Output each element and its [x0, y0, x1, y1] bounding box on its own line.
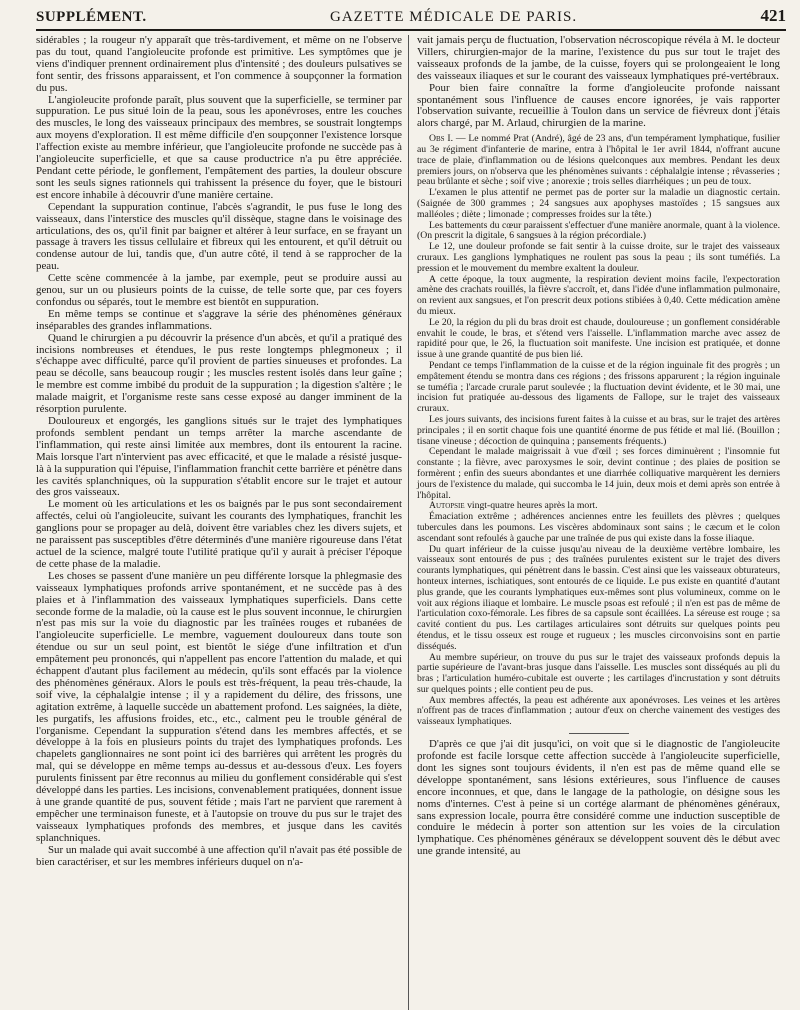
- paragraph-text: A cette époque, la toux augmente, la respiration devient moins facile, l'expectoration amène des crachats rouillés, la fièvre s'accroît, et, dans l'idée d'une inflammation pulmonaire, on revient aux sangsues, et l'on prescrit deux potions stibiées à 0,40. Cette médication amène du mieux.: [417, 273, 780, 317]
- paragraph-text: vingt-quatre heures après la mort.: [464, 500, 598, 512]
- paragraph: [417, 318, 780, 361]
- paragraph-text: Cependant la suppuration continue, l'abcès s'agrandit, le pus fuse le long des vaisseaux, dans l'interstice des muscles qu'il dissèque, stagne dans le voisinage des articulations, des os, qu'il finit par baigner et altérer à leur surface, en se frayant un passage à travers les tissus cellulaire et fibreux qui les entourent, et qu'il détruit ou condense autour de lui, tandis que, d'un autre côté, il tend à se rapprocher de la peau.: [36, 200, 402, 273]
- paragraph: [36, 35, 402, 95]
- paragraph-text: Quand le chirurgien a pu découvrir la présence d'un abcès, et qu'il a pratiqué des incisions nombreuses et étendues, le pus reste longtemps phlegmoneux ; il s'échappe avec difficulté, parce qu'il provient de parties sinueuses et profondes. La peau se décolle, sans beaucoup rougir ; les muscles restent isolés dans leur gaîne ; le membre est comme imbibé du produit de la suppuration ; la digestion s'altère ; le malade maigrit, et l'organisme reste sans cesse exposé au danger imminent de la résorption purulente.: [36, 331, 402, 416]
- right-column: [408, 35, 780, 1010]
- page-number: 421: [760, 6, 786, 25]
- paragraph-text: En même temps se continue et s'aggrave la série des phénomènes généraux inséparables des grandes inflammations.: [36, 307, 402, 332]
- paragraph: [417, 83, 780, 131]
- paragraph-text: Sur un malade qui avait succombé à une affection qu'il n'avait pas été possible de bien caractériser, et sur les membres inférieurs duquel on n'a-: [36, 843, 402, 868]
- paragraph: [417, 221, 780, 243]
- paragraph-text: Le moment où les articulations et les os baignés par le pus sont secondairement affectés, celui où l'angioleucite, suivant les courants des lymphatiques, franchit les ganglions pour se propager au delà, doivent être variables chez les divers sujets, et ne paraissent pas susceptibles d'être déterminés d'une manière rigoureuse dans l'état actuel de la science, malgré toute l'utilité pratique qu'il y aurait à préciser l'époque de cette phase de la maladie.: [36, 498, 402, 570]
- paragraph-text: Au membre supérieur, on trouve du pus sur le trajet des vaisseaux profonds depuis la partie supérieure de l'avant-bras jusque dans l'aisselle. Les muscles sont disséqués au pli du bras ; l'articulation huméro-cubitale est ouverte ; les cartilages d'incrustation y sont détruits sur quelques points ; elle contient peu de pus.: [417, 651, 780, 695]
- paragraph-text: — Le nommé Prat (André), âgé de 23 ans, d'un tempérament lymphatique, fusilier au 3e régiment d'infanterie de marine, entra à l'hôpital le 1er avril 1844, n'offrant aucune trace de plaie, d'inflammation ou de lésions quelconques aux membres. Pendant les deux premiers jours, on n'observa que les phénomènes suivants : céphalalgie intense ; rêvasseries ; peau brûlante et sèche ; soif vive ; anorexie ; trois selles diarrhéiques ; un peu de toux.: [417, 133, 780, 188]
- paragraph-text: Les jours suivants, des incisions furent faites à la cuisse et au bras, sur le trajet des artères principales ; il en sortit chaque fois une quantité énorme de pus fétide et mal lié. (Bouillon ; tisane vineuse ; décoction de quinquina ; pansements fréquents.): [417, 413, 780, 447]
- paragraph: [417, 696, 780, 728]
- paragraph: [36, 571, 402, 845]
- paragraph: [417, 134, 780, 188]
- paragraph-text: Douloureux et engorgés, les ganglions situés sur le trajet des lymphatiques profonds semblent pendant un temps arrêter la marche ascendante de l'inflammation, qui reste ainsi limitée aux membres, dont ils entourent la racine. Mais lorsque l'art n'intervient pas avec efficacité, et que le malade a résisté jusque-là à la suppuration qui l'épuise, l'inflammation franchit cette barrière et pénètre dans les cavités splanchniques, où la suppuration s'établit encore sur le trajet et autour des gros vaisseaux.: [36, 415, 402, 499]
- paragraph: [36, 309, 402, 333]
- paragraph-text: L'angioleucite profonde paraît, plus souvent que la superficielle, se terminer par suppuration. Le pus situé loin de la peau, sous les aponévroses, entre les couches des muscles, le long des vaisseaux principaux des membres, se soustrait longtemps aux moyens d'exploration. Il est même difficile d'en soupçonner l'existence lorsque l'affection existe au membre inférieur, que l'angioleucite profonde ne succède pas à l'angioleucite superficielle, et que sa cause productrice n'a pu être appréciée. Pendant cette période, le gonflement, l'empâtement des parties, la douleur obscure sont les seuls signes rationnels qui trahissent la présence du foyer, que le bistouri est encore inhabile à découvrir d'une manière certaine.: [36, 93, 402, 201]
- paragraph: [36, 95, 402, 202]
- paragraph: [36, 333, 402, 416]
- paragraph-text: vait jamais perçu de fluctuation, l'observation nécroscopique révéla à M. le docteur Villers, chirurgien-major de la marine, l'existence du pus sur tout le trajet des vaisseaux profonds de la jambe, de la cuisse, foyers qui se prolongeaient le long des vaisseaux iliaques et sur le courant des vaisseaux lymphatiques pré-vertébraux.: [417, 35, 780, 82]
- paragraph: [417, 188, 780, 220]
- paragraph-text: sidérables ; la rougeur n'y apparaît que très-tardivement, et même on ne l'observe pas du tout, quand l'angioleucite profonde est primitive. Les symptômes que je viens d'indiquer prennent ordinairement plus d'intensité ; des douleurs pulsatives se font sentir, des frissons apparaissent, et l'on commence à soupçonner la formation du pus.: [36, 35, 402, 94]
- paragraph: [417, 275, 780, 318]
- paragraph-text: Cependant le malade maigrissait à vue d'œil ; ses forces diminuèrent ; l'insomnie fut constante ; la fièvre, avec paroxysmes le soir, devint continue ; des plaies de position se formèrent ; enfin des sueurs abondantes et une diarrhée colliquative marquèrent les derniers jours de l'existence du malade, qui succomba le 14 juin, deux mois et demi après son entrée à l'hôpital.: [417, 446, 780, 501]
- paragraph: [36, 416, 402, 499]
- paragraph-text: Émaciation extrême ; adhérences anciennes entre les feuillets des plèvres ; quelques tubercules dans les poumons. Les viscères abdominaux sont sains ; le cæcum et le colon ascendant sont refoulés à gauche par une traînée de pus qui existe dans la fosse iliaque.: [417, 511, 780, 544]
- left-column: [36, 35, 408, 1010]
- paragraph-lead: Autopsie: [429, 500, 465, 512]
- paragraph-text: Pour bien faire connaître la forme d'angioleucite profonde naissant spontanément sous l'influence de causes encore ignorées, je vais rapporter l'observation suivante, recueillie à Toulon dans un service de fiévreux dont j'étais alors chargé, par M. Arlaud, chirurgien de la marine.: [417, 81, 780, 130]
- paragraph-text: Pendant ce temps l'inflammation de la cuisse et de la région inguinale fit des progrès ; un empâtement étendu se montra dans ces régions ; des frissons apparurent ; la région inguinale se tuméfia ; l'arcade crurale parut soulevée ; la fluctuation devint évidente, et le 30 mai, une incision fut pratiquée au-dessous des ligaments de Fallope, sur le trajet des vaisseaux cruraux.: [417, 359, 780, 415]
- paragraph: [417, 242, 780, 274]
- paragraph-text: L'examen le plus attentif ne permet pas de porter sur la maladie un diagnostic certain. (Saignée de 300 grammes ; 24 sangsues aux apophyses mastoïdes ; 15 sangsues aux malléoles ; diète ; limonade ; compresses froides sur la tête.): [417, 187, 780, 220]
- paragraph-text: Le 12, une douleur profonde se fait sentir à la cuisse droite, sur le trajet des vaisseaux cruraux. Les ganglions lymphatiques ne roulent pas sous la peau ; ils sont tuméfiés. La pression et le mouvement du membre exaltent la douleur.: [417, 241, 780, 274]
- paragraph: [417, 415, 780, 447]
- paragraph-text: Cette scène commencée à la jambe, par exemple, peut se produire aussi au genou, sur un ou plusieurs points de la cuisse, de telle sorte que, par ces foyers confondus ou séparés, tout le membre est bientôt en suppuration.: [36, 272, 402, 308]
- supplement-label: SUPPLÉMENT.: [36, 9, 147, 25]
- paragraph: [417, 545, 780, 653]
- paragraph: [417, 512, 780, 544]
- paragraph: [36, 845, 402, 869]
- paragraph: [36, 273, 402, 309]
- paragraph: [417, 653, 780, 696]
- paragraph-text: D'après ce que j'ai dit jusqu'ici, on voit que si le diagnostic de l'angioleucite profonde est facile lorsque cette affection succède à l'angioleucite superficielle, dont les signes sont toujours évidents, il n'en est pas de même quand elle se développe spontanément, sans lésions extérieures, sous l'influence de causes encore inconnues, et que, dans le langage de la pathologie, on désigne sous les noms d'internes. C'est à peine si un cortége alarmant de phénomènes généraux, sans expression locale, pourra être considéré comme une induction susceptible de conduire le médecin à porter son attention sur les voies de la circulation lymphatique. Ces phénomènes généraux se développent souvent dès le début avec une grande intensité, au: [417, 738, 780, 858]
- paragraph-lead: Obs I.: [429, 133, 454, 145]
- paragraph: [36, 202, 402, 273]
- right-column-intro: [417, 35, 780, 130]
- publication-title: GAZETTE MÉDICALE DE PARIS.: [330, 9, 578, 25]
- text-columns: [36, 35, 786, 1010]
- paragraph-text: Aux membres affectés, la peau est adhérente aux aponévroses. Les veines et les artères n'offrent pas de traces d'inflammation ; autour d'eux on cherche vainement des vestiges des vaisseaux lymphatiques.: [417, 694, 780, 728]
- observation-block: [417, 134, 780, 728]
- paragraph-text: Les battements du cœur paraissent s'effectuer d'une manière anormale, quant à la violence. (On prescrit la digitale, 6 sangsues à la région précordiale.): [417, 219, 780, 242]
- paragraph: [417, 35, 780, 83]
- paragraph: [417, 361, 780, 415]
- paragraph-text: Les choses se passent d'une manière un peu différente lorsque la phlegmasie des vaisseaux lymphatiques profonds arrive spontanément, et ne succède pas à des plaies et à l'inflammation des vaisseaux lymphatiques superficiels. Dans cette seconde forme de la maladie, où la cause est le plus souvent inconnue, le chirurgien n'est pas mis sur la voie du diagnostic par les traînées rouges et rubanées de l'angioleucite superficielle. Le membre, vaguement douloureux dans toute son étendue ou sur un seul point, est bientôt le siége d'une infiltration et d'un empâtement peu prononcés, qui n'appellent pas encore l'attention du malade, et qui échappent d'autant plus facilement au médecin, qu'ils sont effacés par la violence des phénomènes généraux. Alors le pouls est très-fréquent, la peau très-chaude, la soif vive, la céphalalgie intense ; il y a rapidement du délire, des frissons, une agitation extrême, à laquelle succède un abattement profond. Les saignées, la diète, les purgatifs, les affusions froides, etc., etc., calment peu le trouble général de l'organisme. Cependant la suppuration s'étend dans les membres affectés, et se développe à la fois en plusieurs points du trajet des lymphatiques profonds. Les chapelets ganglionnaires ne sont point ici des barrières qui arrêtent les progrès du mal, qui se développe en même temps au-dessus et au-dessous d'eux. Les foyers purulents finissent par être reconnus au milieu du gonflement considérable qui s'est développé dans les parties. Les incisions, convenablement pratiquées, donnent issue à une grande quantité de pus, souvent fétide ; mais l'art ne parvient que rarement à empêcher une terminaison funeste, et à l'autopsie on trouve du pus sur le trajet des vaisseaux lymphatiques profonds des membres, et jusque dans les cavités splanchniques.: [36, 569, 402, 844]
- right-column-conclusion: [417, 739, 780, 858]
- section-divider: [569, 733, 629, 734]
- paragraph: [36, 499, 402, 570]
- paragraph-text: Le 20, la région du pli du bras droit est chaude, douloureuse ; un gonflement considérable envahit le coude, le bras, et s'étend vers l'aisselle. L'inflammation marche avec assez de rapidité pour que, le 26, la fluctuation soit manifeste. Une incision est pratiquée, et donne issue à une grande quantité de pus bien lié.: [417, 316, 780, 361]
- paragraph: [417, 447, 780, 501]
- page-header: [36, 6, 786, 31]
- paragraph-text: Du quart inférieur de la cuisse jusqu'au niveau de la deuxième vertèbre lombaire, les vaisseaux sont entourés de pus ; des traînées purulentes existent sur le trajet des divers courants lymphatiques, qui pénètrent dans le bassin. C'est ainsi que les vaisseaux obturateurs, honteux internes, ischiatiques, sont entourés de ce liquide. Le pus existe en quantité d'autant plus grande, que les courants lymphatiques eux-mêmes sont plus volumineux, comme on le voit aux régions iliaque et lombaire. Le muscle psoas est refoulé ; il n'en est pas de même de l'articulation coxo-fémorale. Les fibres de sa capsule sont écaillées. La séreuse est rouge ; sa cavité contient du pus. Les cartilages articulaires sont détruits sur quelques points peu étendus, et le tissu osseux est rouge et rugueux ; les muscles circonvoisins sont en partie disséqués.: [417, 543, 780, 652]
- paragraph: [417, 739, 780, 858]
